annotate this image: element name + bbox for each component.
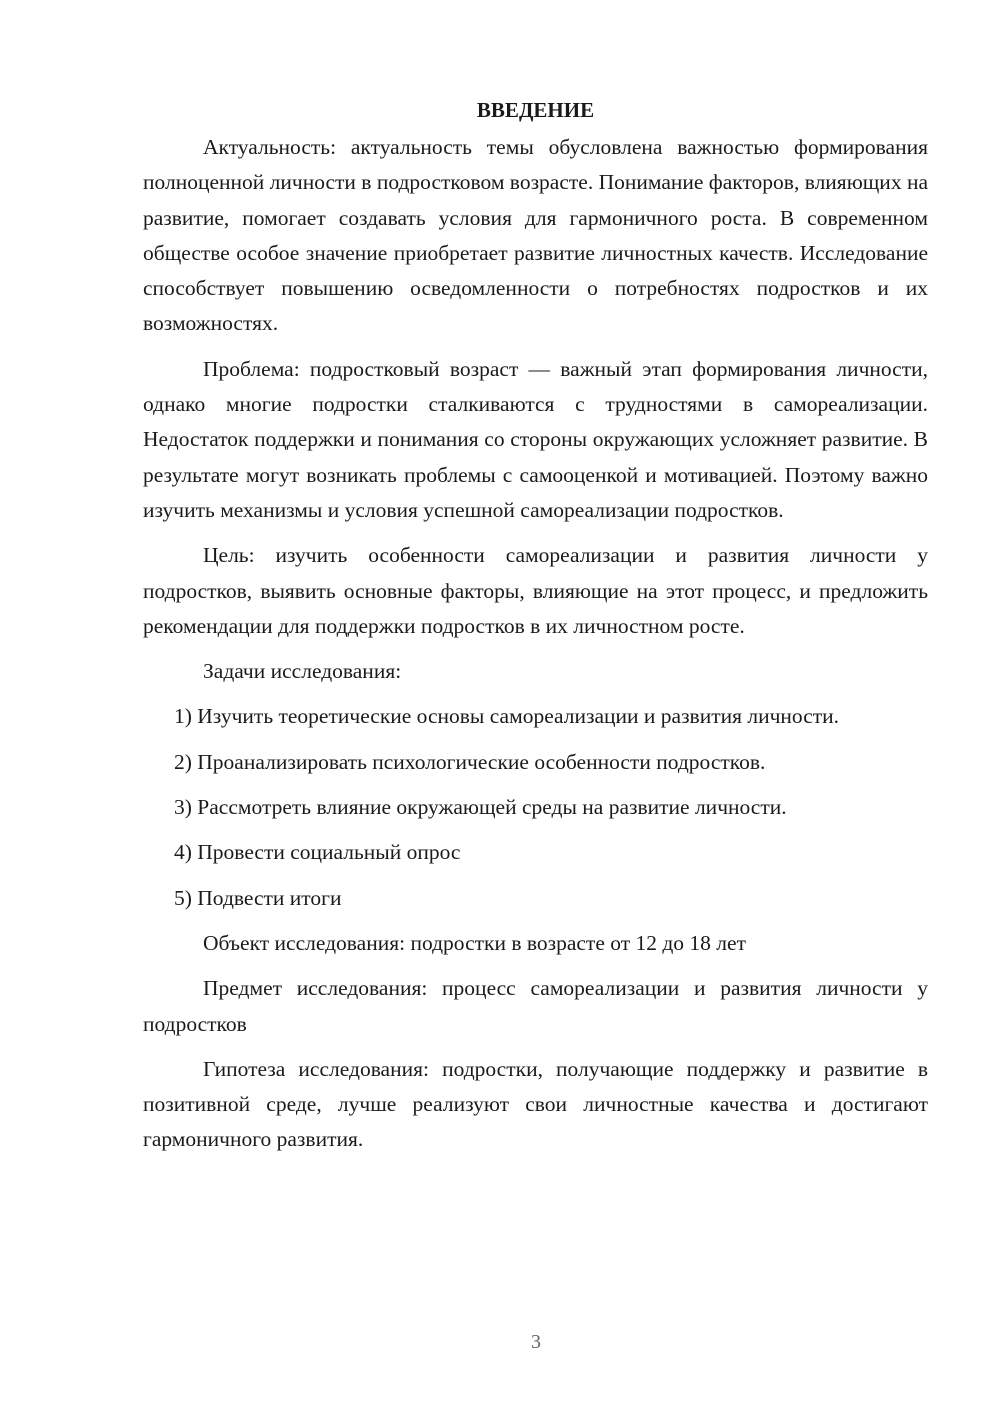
- list-item-task-1: 1) Изучить теоретические основы самореализации и развития личности.: [174, 704, 840, 729]
- list-item-task-4: 4) Провести социальный опрос: [174, 840, 461, 865]
- paragraph-tasks-title: Задачи исследования:: [203, 659, 402, 684]
- paragraph-subject: Предмет исследования: процесс самореализации и развития личности у подростков: [143, 976, 928, 1036]
- list-item-task-5: 5) Подвести итоги: [174, 885, 342, 910]
- paragraph-goal: Цель: изучить особенности самореализации и развития личности у подростков, выявить основные факторы, влияющие на этот процесс, и предложить рекомендации для поддержки подростков в их личностном росте.: [143, 543, 928, 638]
- list-item-task-3: 3) Рассмотреть влияние окружающей среды на развитие личности.: [174, 795, 787, 820]
- paragraph-object: Объект исследования: подростки в возрасте от 12 до 18 лет: [203, 930, 746, 955]
- page-number: 3: [531, 1331, 541, 1353]
- document-page: [143, 93, 928, 1168]
- list-item-task-2: 2) Проанализировать психологические особенности подростков.: [174, 749, 766, 774]
- paragraph-relevance: Актуальность: актуальность темы обусловлена важностью формирования полноценной личности в подростковом возрасте. Понимание факторов, влияющих на развитие, помогает создавать условия для гармоничного роста. В современном обществе особое значение приобретает развитие личностных качеств. Исследование способствует повышению осведомленности о потребностях подростков и их возможностях.: [143, 135, 928, 336]
- paragraph-problem: Проблема: подростковый возраст — важный этап формирования личности, однако многие подростки сталкиваются с трудностями в самореализации. Недостаток поддержки и понимания со стороны окружающих усложняет развитие. В результате могут возникать проблемы с самооценкой и мотивацией. Поэтому важно изучить механизмы и условия успешной самореализации подростков.: [143, 356, 928, 522]
- paragraph-hypothesis: Гипотеза исследования: подростки, получающие поддержку и развитие в позитивной среде, лучше реализуют свои личностные качества и достигают гармоничного развития.: [143, 1056, 928, 1152]
- page-title: ВВЕДЕНИЕ: [476, 98, 595, 122]
